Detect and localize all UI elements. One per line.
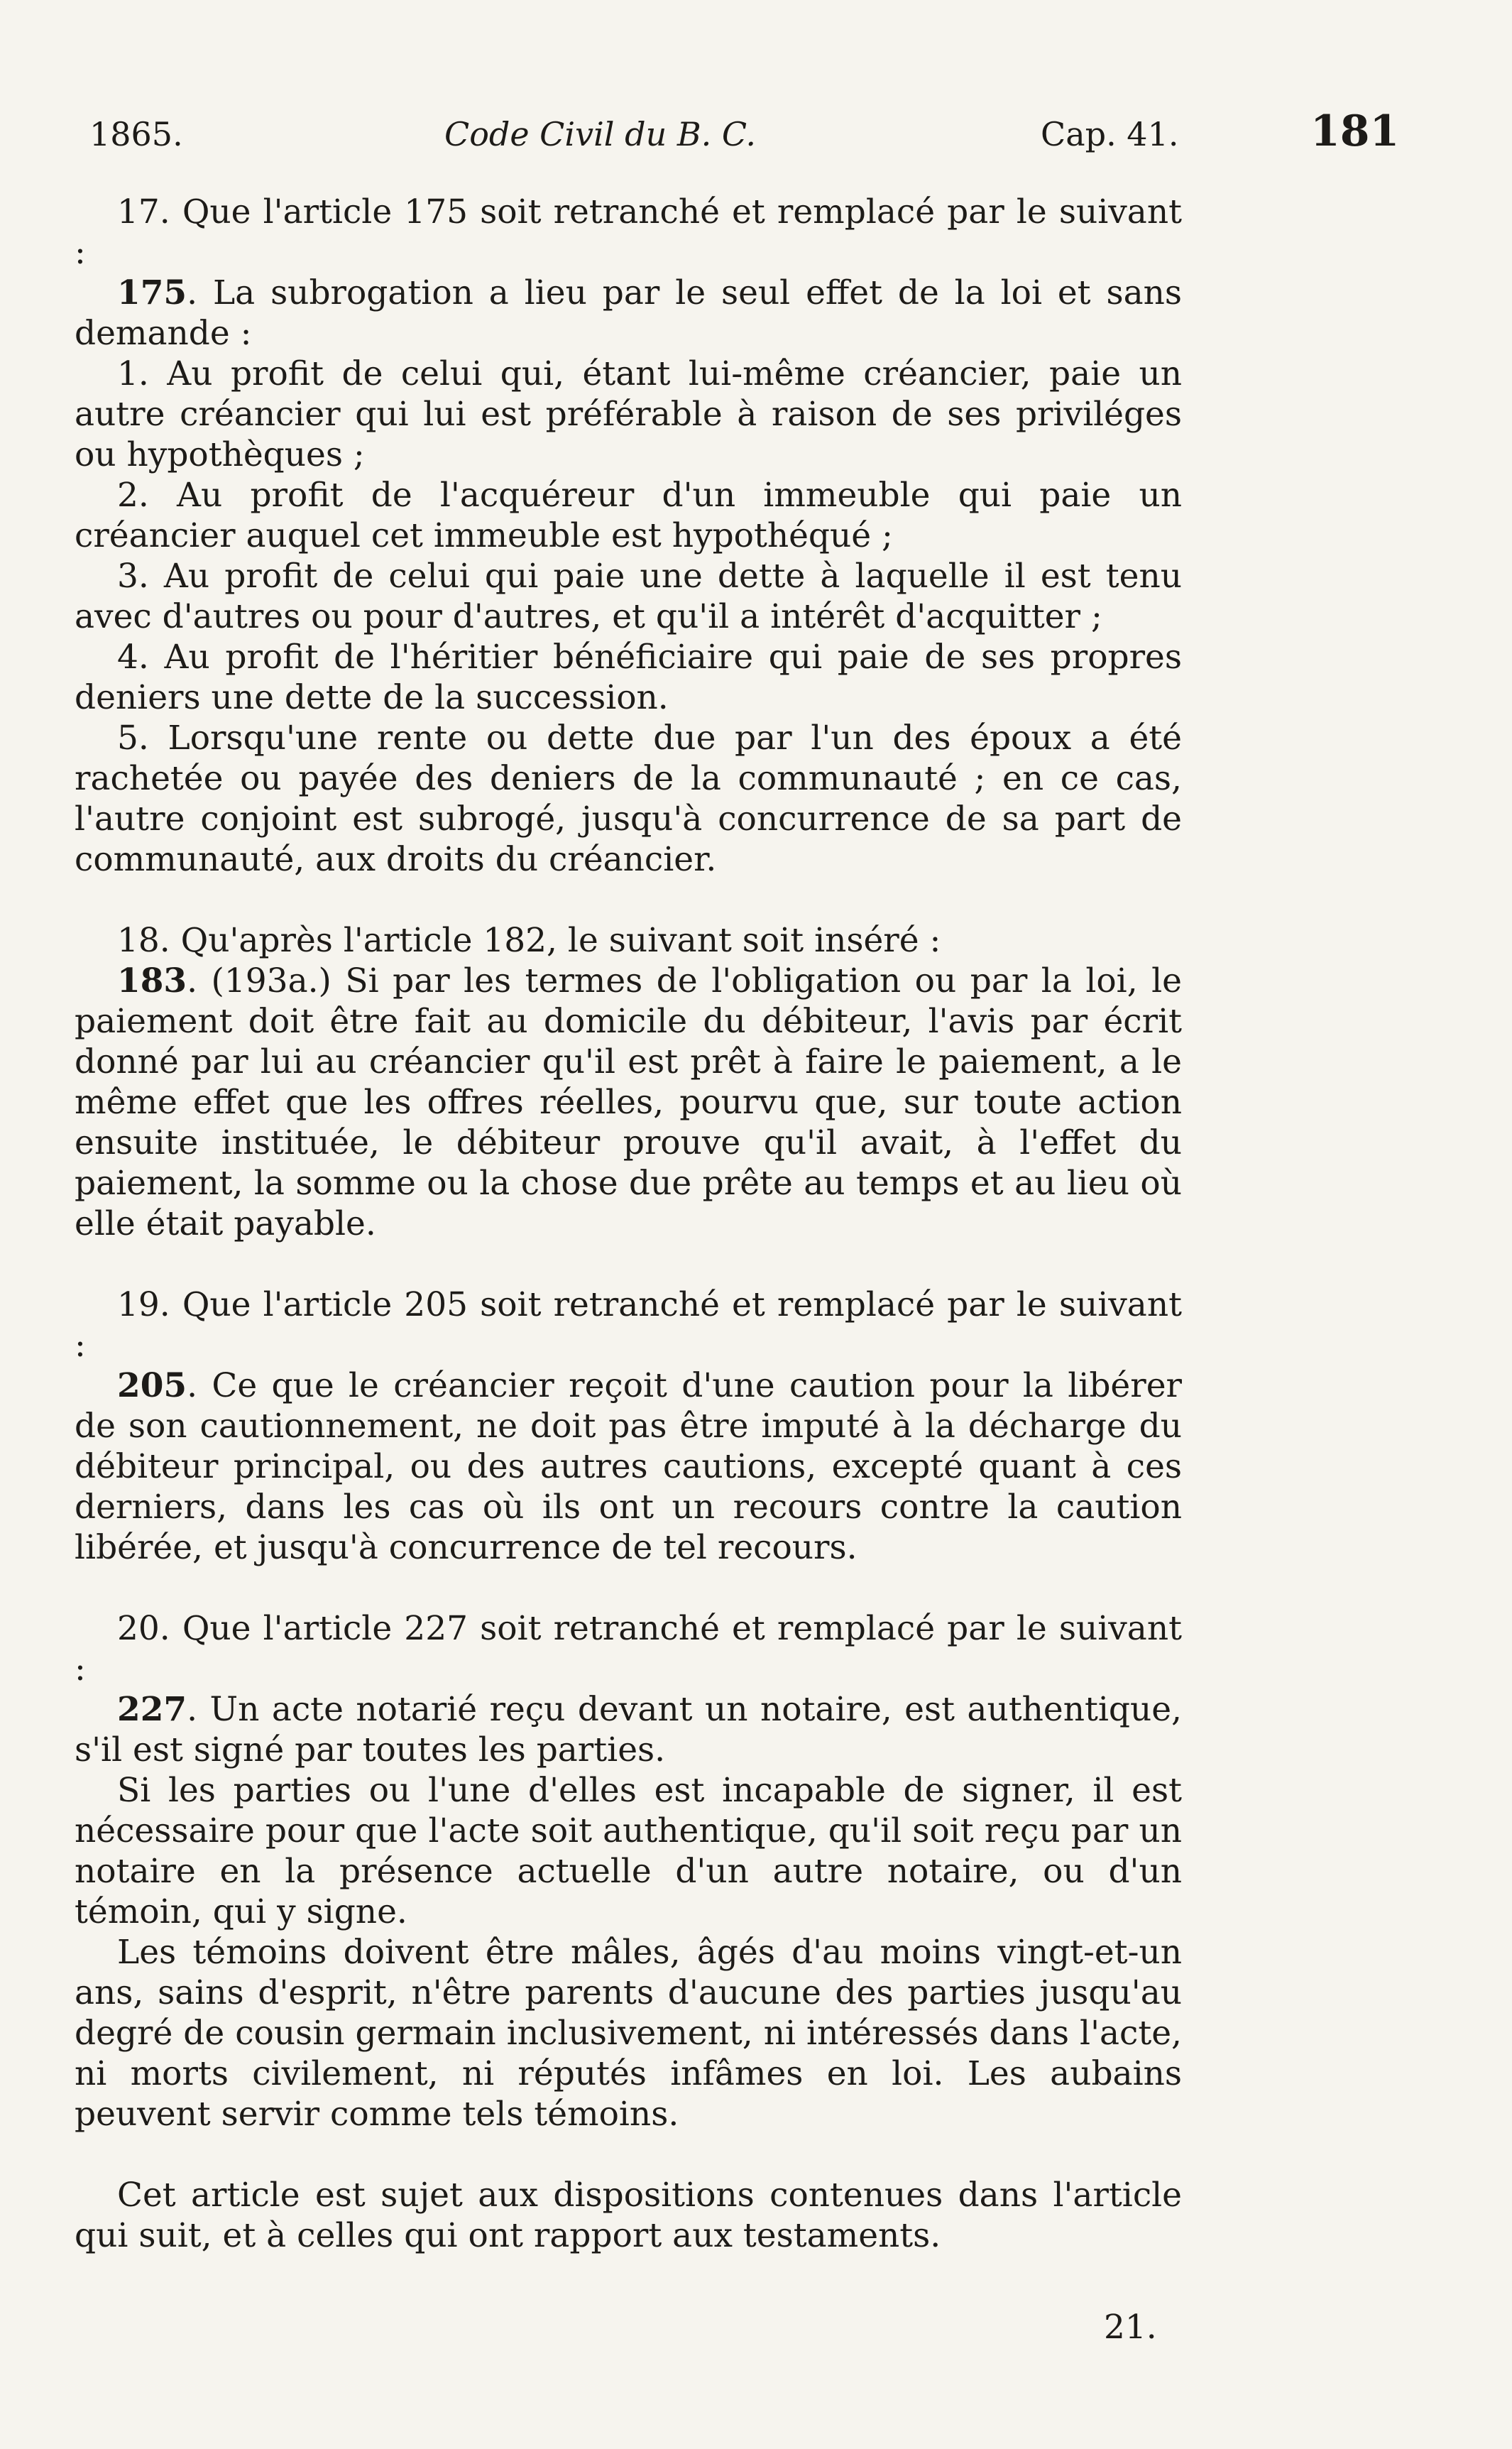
paragraph-text: 3. Au profit de celui qui paie une dette à laquelle il est tenu avec d'autres ou pour d'autres, et qu'il a intérêt d'acquitter ; [75,557,1182,636]
paragraph [75,718,1182,880]
paragraph [75,637,1182,718]
paragraph [75,556,1182,637]
article-number: 183 [117,961,187,1000]
paragraph-text: 20. Que l'article 227 soit retranché et remplacé par le suivant : [75,1609,1182,1689]
body-text [75,192,1182,2256]
article-number: 227 [117,1690,187,1729]
paragraph-text: 5. Lorsqu'une rente ou dette due par l'un des époux a été rachetée ou payée des deniers de la communauté ; en ce cas, l'autre conjoint est subrogé, jusqu'à concurrence de sa part de communauté, aux droits du créancier. [75,719,1182,879]
paragraph-text: Si les parties ou l'une d'elles est incapable de signer, il est nécessaire pour que l'acte soit authentique, qu'il soit reçu par un notaire en la présence actuelle d'un autre notaire, ou d'un témoin, qui y signe. [75,1771,1182,1931]
paragraph [75,1285,1182,1365]
paragraph [75,475,1182,556]
paragraph-text: Cet article est sujet aux dispositions contenues dans l'article qui suit, et à celles qui ont rapport aux testaments. [75,2176,1182,2255]
paragraph [75,2175,1182,2256]
paragraph-text: . (193a.) Si par les termes de l'obligation ou par la loi, le paiement doit être fait au domicile du débiteur, l'avis par écrit donné par lui au créancier qu'il est prêt à faire le paiement, a le même effet que les offres réelles, pourvu que, sur toute action ensuite instituée, le débiteur prouve qu'il avait, à l'effet du paiement, la somme ou la chose due prête au temps et au lieu où elle était payable. [75,961,1182,1243]
paragraph-text: 18. Qu'après l'article 182, le suivant soit inséré : [117,921,941,960]
article-number: 205 [117,1366,187,1405]
page-header [89,107,1403,170]
paragraph-text: Les témoins doivent être mâles, âgés d'au moins vingt-et-un ans, sains d'esprit, n'être parents d'aucune des parties jusqu'au degré de cousin germain inclusivement, ni intéressés dans l'acte, ni morts civilement, ni réputés infâmes en loi. Les aubains peuvent servir comme tels témoins. [75,1933,1182,2134]
paragraph [75,920,1182,961]
paragraph [75,273,1182,354]
paragraph-text: . Un acte notarié reçu devant un notaire, est authentique, s'il est signé par toutes les parties. [75,1690,1182,1769]
paragraph-text: 17. Que l'article 175 soit retranché et remplacé par le suivant : [75,192,1182,272]
article-number: 175 [117,273,187,312]
paragraph [75,1689,1182,1770]
header-chapter: Cap. 41. [1041,115,1179,153]
paragraph-text: 4. Au profit de l'héritier bénéficiaire qui paie de ses propres deniers une dette de la succession. [75,638,1182,717]
paragraph [75,1932,1182,2134]
paragraph [75,1365,1182,1568]
paragraph [75,1770,1182,1932]
header-title: Code Civil du B. C. [444,115,757,153]
signature-mark: 21. [1104,2308,1157,2347]
paragraph [75,1608,1182,1689]
paragraph-text: . La subrogation a lieu par le seul effet de la loi et sans demande : [75,273,1182,353]
paragraph-text: 1. Au profit de celui qui, étant lui-même créancier, paie un autre créancier qui lui est préférable à raison de ses priviléges ou hypothèques ; [75,354,1182,474]
header-year: 1865. [89,115,183,153]
paragraph-text: 19. Que l'article 205 soit retranché et remplacé par le suivant : [75,1285,1182,1365]
paragraph [75,354,1182,475]
paragraph-text: . Ce que le créancier reçoit d'une caution pour la libérer de son cautionnement, ne doit pas être imputé à la décharge du débiteur principal, ou des autres cautions, excepté quant à ces derniers, dans les cas où ils ont un recours contre la caution libérée, et jusqu'à concurrence de tel recours. [75,1366,1182,1567]
paragraph [75,192,1182,273]
paragraph-text: 2. Au profit de l'acquéreur d'un immeuble qui paie un créancier auquel cet immeuble est hypothéqué ; [75,476,1182,555]
page-number: 181 [1310,107,1400,156]
paragraph [75,961,1182,1244]
